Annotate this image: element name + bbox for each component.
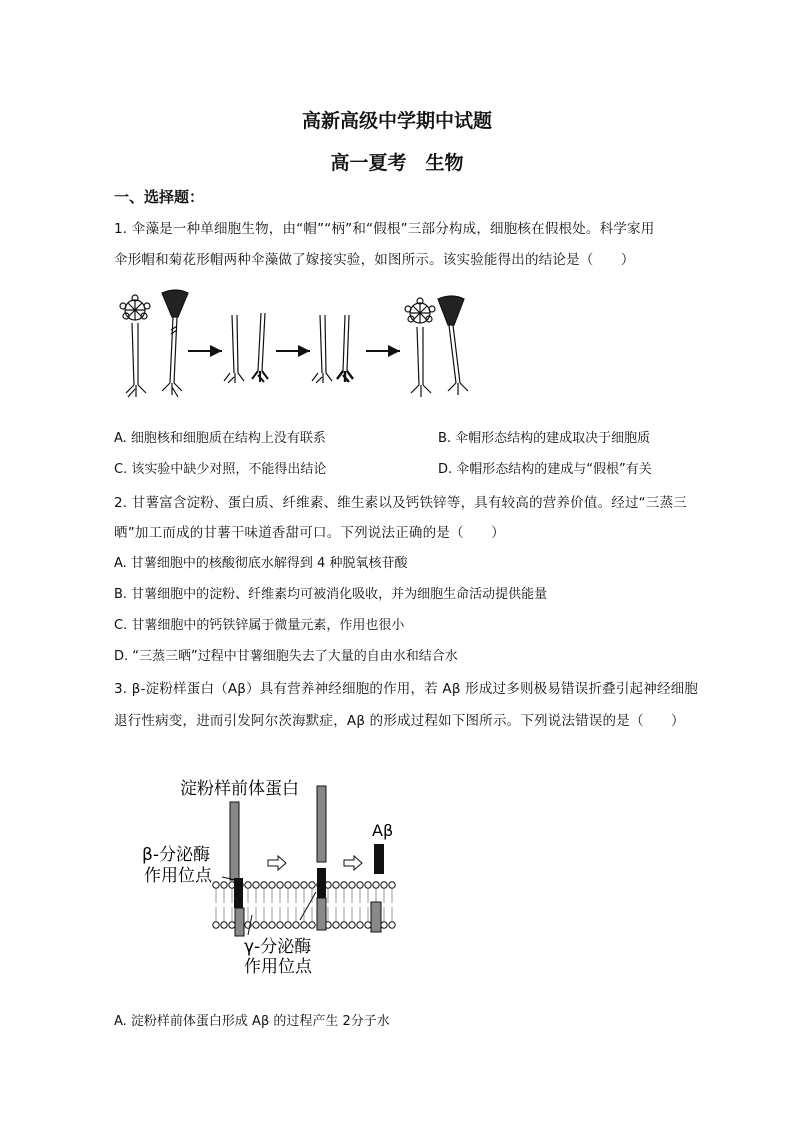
q3-stem-line2: 退行性病变，进而引发阿尔茨海默症，Aβ 的形成过程如下图所示。下列说法错误的是（ ） [114, 713, 685, 729]
q1-option-b[interactable]: B. 伞帽形态结构的建成取决于细胞质 [438, 431, 651, 446]
arrow-right-icon [344, 856, 362, 870]
abeta-fragment [374, 844, 384, 874]
stage3-grafted [312, 315, 353, 383]
section-heading: 一、选择题： [114, 188, 205, 206]
label-precursor: 淀粉样前体蛋白 [180, 779, 299, 799]
q2-stem-line1: 2. 甘薯富含淀粉、蛋白质、纤维素、维生素以及钙铁锌等，具有较高的营养价值。经过“三蒸三 [114, 495, 687, 511]
stage1-algae [120, 290, 188, 397]
q2-option-a[interactable]: A. 甘薯细胞中的核酸彻底水解得到 4 种脱氧核苷酸 [114, 556, 408, 571]
q1-stem-line2: 伞形帽和菊花形帽两种伞藻做了嫁接实验，如图所示。该实验能得出的结论是（ ） [114, 252, 635, 268]
label-beta-site-1: β-分泌酶 [142, 845, 210, 865]
abeta-formation-figure [140, 770, 420, 975]
exam-subtitle: 高一夏考 生物 [330, 152, 464, 174]
q2-option-b[interactable]: B. 甘薯细胞中的淀粉、纤维素均可被消化吸收，并为细胞生命活动提供能量 [114, 587, 548, 602]
stage4-regenerated [405, 296, 468, 397]
q3-stem-line1: 3. β-淀粉样蛋白（Aβ）具有营养神经细胞的作用，若 Aβ 形成过多则极易错误折叠引起神经细胞 [114, 681, 699, 697]
cleaved-protein [317, 786, 326, 862]
q2-stem-line2: 晒”加工而成的甘薯干味道香甜可口。下列说法正确的是（ ） [114, 525, 505, 541]
acetabularia-grafting-figure [110, 285, 490, 413]
label-beta-site-2: 作用位点 [144, 866, 212, 886]
precursor-protein [230, 802, 239, 880]
q2-option-c[interactable]: C. 甘薯细胞中的钙铁锌属于微量元素，作用也很小 [114, 618, 405, 633]
label-abeta: Aβ [372, 821, 394, 840]
arrow-right-icon [268, 856, 286, 870]
q1-option-d[interactable]: D. 伞帽形态结构的建成与“假根”有关 [438, 462, 652, 477]
q1-stem-line1: 1. 伞藻是一种单细胞生物，由“帽”“柄”和“假根”三部分构成，细胞核在假根处。科学家用 [114, 221, 655, 237]
stage2-stalks [224, 313, 268, 383]
q2-option-d[interactable]: D. “三蒸三晒”过程中甘薯细胞失去了大量的自由水和结合水 [114, 649, 458, 664]
label-gamma-site-2: 作用位点 [244, 957, 312, 975]
q3-option-a[interactable]: A. 淀粉样前体蛋白形成 Aβ 的过程产生 2分子水 [114, 1014, 390, 1029]
q1-option-a[interactable]: A. 细胞核和细胞质在结构上没有联系 [114, 431, 326, 446]
q1-option-c[interactable]: C. 该实验中缺少对照，不能得出结论 [114, 462, 327, 477]
exam-title: 高新高级中学期中试题 [301, 110, 492, 132]
label-gamma-site-1: γ-分泌酶 [244, 937, 312, 957]
